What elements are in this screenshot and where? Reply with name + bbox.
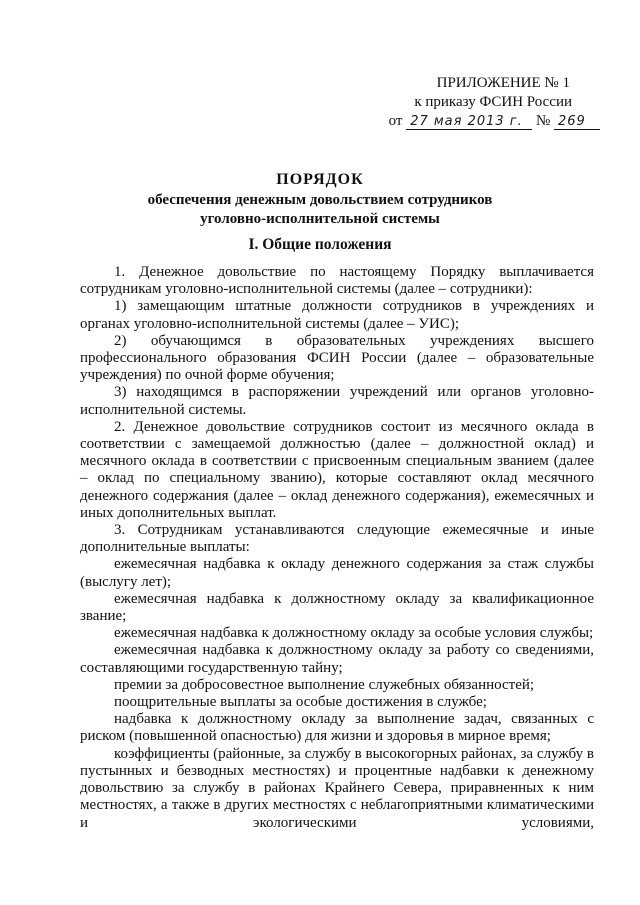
title-subtitle-2: уголовно-исполнительной системы <box>200 211 440 227</box>
paragraph: 3. Сотрудникам устанавливаются следующие ежемесячные и иные дополнительные выплаты: <box>80 522 594 556</box>
paragraph: премии за добросовестное выполнение служебных обязанностей; <box>114 676 535 693</box>
paragraph: 3) находящимся в распоряжении учреждений или органов уголовно-исполнительной системы. <box>80 384 594 418</box>
paragraph: 2) обучающимся в образовательных учреждениях высшего профессионального образования ФСИН России (далее – образовательные учреждения) по очной форме обучения; <box>80 332 594 384</box>
paragraph: 2. Денежное довольствие сотрудников состоит из месячного оклада в соответствии с замещаемой должностью (далее – должностной оклад) и месячного оклада в соответствии с присвоенным специальным званием (далее – оклад по специальному званию), которые составляют оклад месячного денежного содержания (далее – оклад денежного содержания), ежемесячных и иных дополнительных выплат. <box>80 418 594 521</box>
from-label: от <box>388 113 403 129</box>
number-label: № <box>535 113 551 129</box>
paragraph: 1. Денежное довольствие по настоящему Порядку выплачивается сотрудникам уголовно-исполнительной системы (далее – сотрудники): <box>80 264 594 298</box>
paragraph: ежемесячная надбавка к должностному окладу за особые условия службы; <box>114 625 594 642</box>
paragraph: ежемесячная надбавка к окладу денежного содержания за стаж службы (выслугу лет); <box>80 556 594 590</box>
title-subtitle-1: обеспечения денежным довольствием сотрудников <box>147 192 493 208</box>
paragraph: ежемесячная надбавка к должностному окладу за квалификационное звание; <box>80 590 594 625</box>
paragraph: ежемесячная надбавка к должностному окладу за работу со сведениями, составляющими государственную тайну; <box>80 642 594 676</box>
paragraph: коэффициенты (районные, за службу в высокогорных районах, за службу в пустынных и безводных местностях) и процентные надбавки к денежному довольствию за службу в районах Крайнего Севера, приравненных к ним местностях, а также в других местностях с неблагоприятными климатическими и экологическими условиями, <box>80 745 594 831</box>
handwritten-number: 269 <box>554 114 600 130</box>
annex-order-ref: к приказу ФСИН России <box>414 94 572 110</box>
annex-header <box>380 74 610 131</box>
paragraph: надбавка к должностному окладу за выполнение задач, связанных с риском (повышенной опасностью) для жизни и здоровья в мирное время; <box>80 711 594 745</box>
paragraph: 1) замещающим штатные должности сотрудников в учреждениях и органах уголовно-исполнительной системы (далее – УИС); <box>80 298 594 332</box>
title-heading: ПОРЯДОК <box>276 171 364 188</box>
annex-date-number-row <box>380 112 610 131</box>
section-heading: I. Общие положения <box>248 236 392 253</box>
handwritten-date: 27 мая 2013 г. <box>406 114 532 130</box>
document-title <box>0 170 640 229</box>
annex-title: ПРИЛОЖЕНИЕ № 1 <box>436 75 570 91</box>
document-body <box>80 264 594 832</box>
paragraph: поощрительные выплаты за особые достижения в службе; <box>114 694 487 711</box>
